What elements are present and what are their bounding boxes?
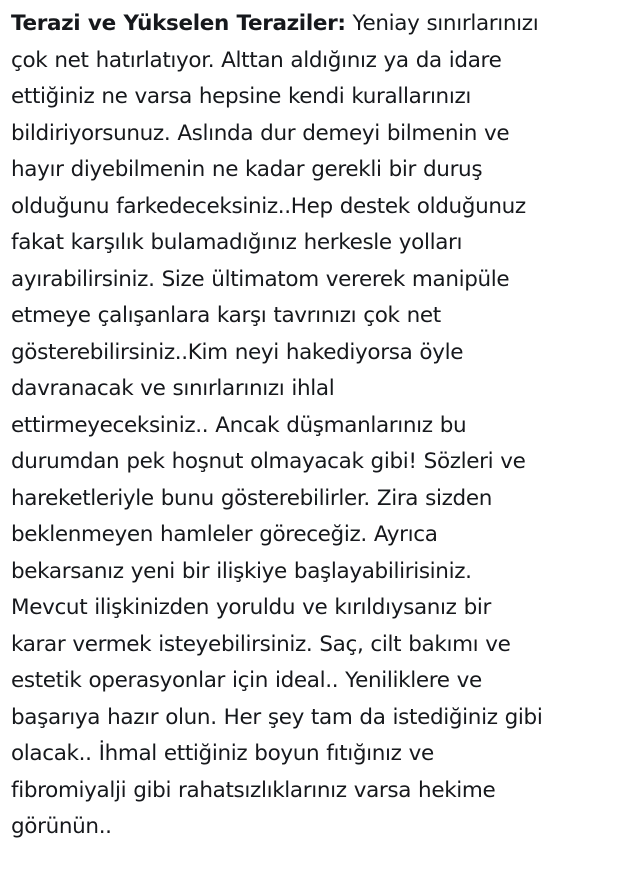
- post-line: görünün..: [11, 814, 112, 839]
- post-line: bildiriyorsunuz. Aslında dur demeyi bilmenin ve: [11, 120, 510, 146]
- post-line: durumdan pek hoşnut olmayacak gibi! Sözleri ve: [11, 449, 526, 474]
- post-line: karar vermek isteyebilirsiniz. Saç, cilt bakımı ve: [11, 631, 511, 657]
- post-heading: Terazi ve Yükselen Teraziler:: [11, 11, 346, 36]
- post-line: estetik operasyonlar için ideal.. Yeniliklere ve: [11, 668, 482, 693]
- post-line: etmeye çalışanlara karşı tavrınızı çok net: [11, 303, 441, 328]
- post-line: olacak.. İhmal ettiğiniz boyun fıtığınız ve: [11, 741, 434, 766]
- post-line: Mevcut ilişkinizden yoruldu ve kırıldıysanız bir: [11, 595, 492, 620]
- post-line: çok net hatırlatıyor. Alttan aldığınız ya da idare: [11, 47, 502, 73]
- post-line: fakat karşılık bulamadığınız herkesle yolları: [11, 230, 463, 255]
- post-line: hareketleriyle bunu gösterebilirler. Zira sizden: [11, 485, 492, 511]
- post-line: beklenmeyen hamleler göreceğiz. Ayrıca: [11, 522, 438, 547]
- post-line: hayır diyebilmenin ne kadar gerekli bir duruş: [11, 157, 483, 182]
- post-line: ettiğiniz ne varsa hepsine kendi kurallarınızı: [11, 84, 472, 109]
- post-line: ayırabilirsiniz. Size ültimatom vererek manipüle: [11, 266, 510, 292]
- post-line: gösterebilirsiniz..Kim neyi hakediyorsa öyle: [11, 339, 464, 365]
- post-line: fibromiyalji gibi rahatsızlıklarınız varsa hekime: [11, 777, 496, 803]
- post-line: başarıya hazır olun. Her şey tam da istediğiniz gibi: [11, 704, 543, 730]
- post-body: [11, 6, 617, 846]
- post-line: ettirmeyeceksiniz.. Ancak düşmanlarınız bu: [11, 412, 467, 438]
- post-line: olduğunu farkedeceksiniz..Hep destek olduğunuz: [11, 193, 526, 219]
- post-line-1-text: Yeniay sınırlarınızı: [345, 11, 539, 36]
- post-line-1: [11, 6, 617, 43]
- post-line: bekarsanız yeni bir ilişkiye başlayabilirisiniz.: [11, 558, 472, 584]
- post-line: davranacak ve sınırlarınızı ihlal: [11, 376, 335, 401]
